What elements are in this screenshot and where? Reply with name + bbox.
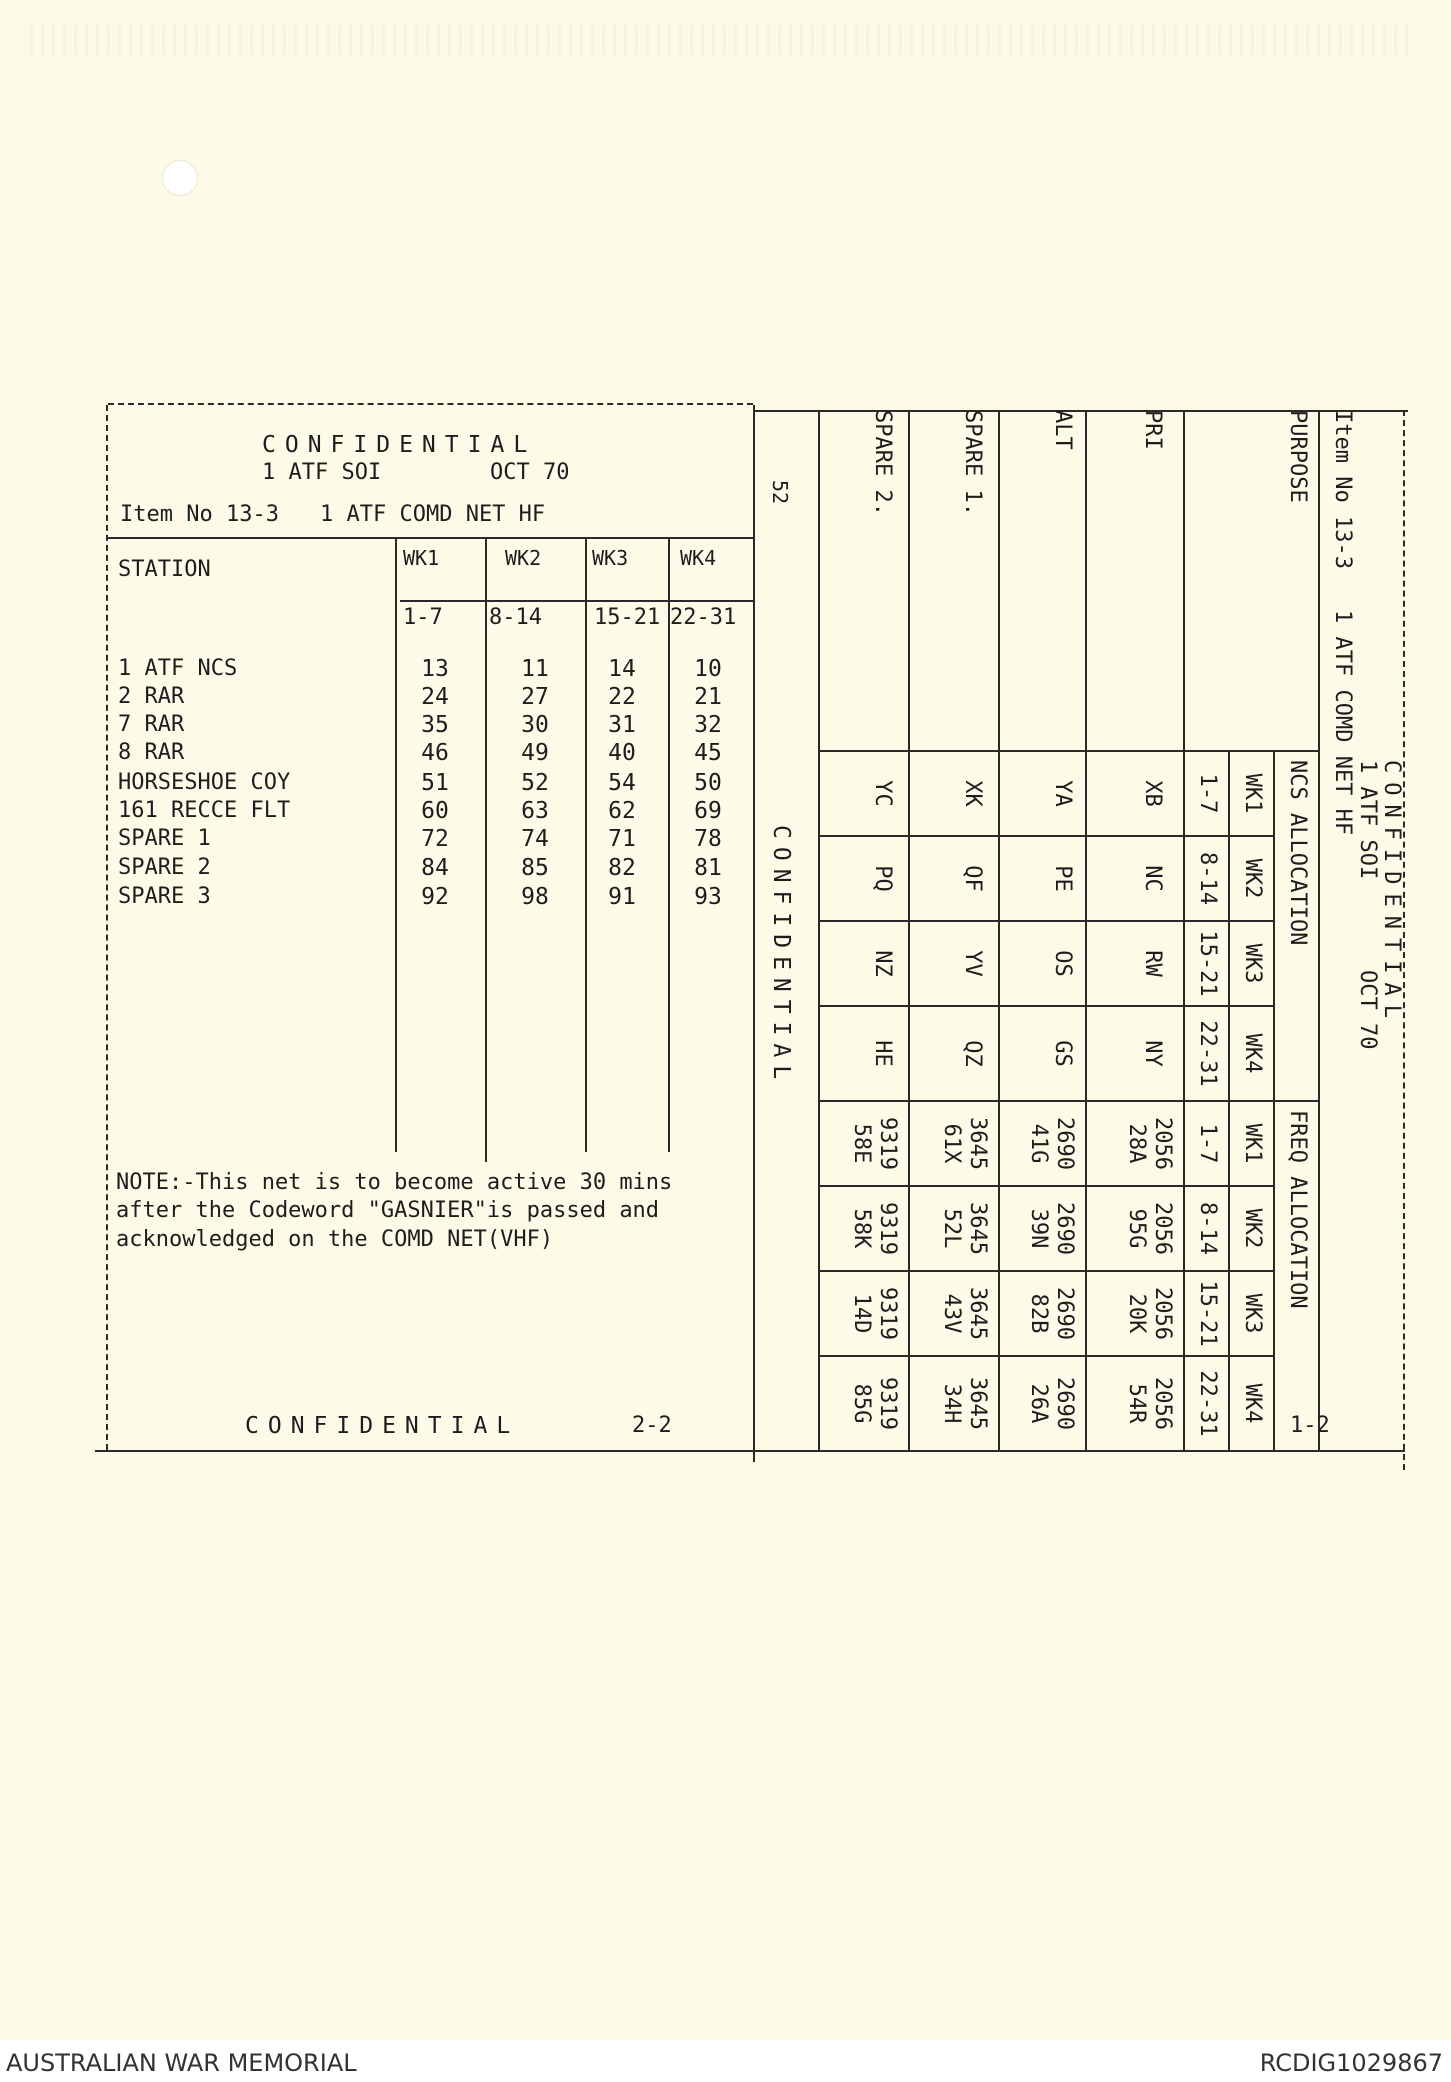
page-mark: 52 xyxy=(768,479,793,505)
freq-value: 3645 xyxy=(965,1202,990,1255)
wk3-header: WK3 xyxy=(592,546,629,570)
station-value: 81 xyxy=(694,855,722,881)
station-header: STATION xyxy=(118,557,211,582)
note-line-3: acknowledged on the COMD NET(VHF) xyxy=(116,1227,554,1252)
purpose-label: ALT xyxy=(1050,410,1075,450)
ncs-code: YC xyxy=(870,780,895,807)
ncs-days-2: 8-14 xyxy=(1195,852,1220,905)
freq-code: 95G xyxy=(1124,1208,1149,1249)
freq-days-1: 1-7 xyxy=(1195,1123,1220,1164)
station-value: 46 xyxy=(421,740,449,766)
station-value: 92 xyxy=(421,884,449,910)
table-top-rule xyxy=(106,537,753,539)
freq-code: 58K xyxy=(849,1208,874,1249)
purpose-label: SPARE 1. xyxy=(960,410,985,516)
freq-value: 3645 xyxy=(965,1287,990,1340)
right-page-number: 1-2 xyxy=(1290,1413,1330,1438)
freq-value: 2690 xyxy=(1052,1287,1077,1340)
confidential-header-rotated: CONFIDENTIAL xyxy=(1379,760,1404,1027)
freq-value: 2690 xyxy=(1052,1377,1077,1430)
station-value: 31 xyxy=(608,712,636,738)
ncs-allocation-header: NCS ALLOCATION xyxy=(1285,760,1310,946)
freq-wk3: WK3 xyxy=(1240,1293,1265,1334)
wk2-days: 8-14 xyxy=(489,605,542,630)
freq-value: 2056 xyxy=(1150,1377,1175,1430)
station-name: 8 RAR xyxy=(118,740,185,765)
station-value: 32 xyxy=(694,712,722,738)
station-name: 2 RAR xyxy=(118,684,185,709)
station-value: 30 xyxy=(521,712,549,738)
soi-label: 1 ATF SOI xyxy=(262,460,382,485)
freq-days-3: 15-21 xyxy=(1195,1280,1220,1347)
station-value: 82 xyxy=(608,855,636,881)
station-name: SPARE 1 xyxy=(118,826,211,851)
station-name: 7 RAR xyxy=(118,712,185,737)
month-label: OCT 70 xyxy=(490,460,570,485)
station-value: 49 xyxy=(521,740,549,766)
station-value: 52 xyxy=(521,770,549,796)
ncs-code: QZ xyxy=(960,1040,985,1067)
station-value: 72 xyxy=(421,826,449,852)
archive-id: RCDIG1029867 xyxy=(1259,2049,1443,2077)
station-name: SPARE 2 xyxy=(118,855,211,880)
wk3-days: 15-21 xyxy=(594,605,661,630)
freq-code: 26A xyxy=(1026,1383,1051,1424)
freq-code: 14D xyxy=(849,1293,874,1334)
freq-days-2: 8-14 xyxy=(1195,1202,1220,1255)
freq-code: 20K xyxy=(1124,1293,1149,1334)
station-value: 85 xyxy=(521,855,549,881)
frame-left xyxy=(106,405,108,1450)
station-value: 84 xyxy=(421,855,449,881)
note-line-1: NOTE:-This net is to become active 30 mins xyxy=(116,1170,673,1195)
station-value: 50 xyxy=(694,770,722,796)
station-value: 78 xyxy=(694,826,722,852)
freq-wk1: WK1 xyxy=(1240,1123,1265,1164)
freq-code: 34H xyxy=(939,1383,964,1424)
ncs-code: PE xyxy=(1050,865,1075,892)
freq-value: 2690 xyxy=(1052,1117,1077,1170)
ncs-code: GS xyxy=(1050,1040,1075,1067)
wk1-header: WK1 xyxy=(403,546,440,570)
confidential-header: CONFIDENTIAL xyxy=(262,432,537,458)
freq-wk2: WK2 xyxy=(1240,1208,1265,1249)
station-value: 45 xyxy=(694,740,722,766)
soi-label-rotated: 1 ATF SOI xyxy=(1355,760,1380,880)
station-value: 27 xyxy=(521,684,549,710)
freq-value: 3645 xyxy=(965,1117,990,1170)
ncs-wk3: WK3 xyxy=(1240,943,1265,984)
freq-code: 52L xyxy=(939,1208,964,1249)
ncs-code: PQ xyxy=(870,865,895,892)
wk2-header: WK2 xyxy=(505,546,542,570)
week-header-rule xyxy=(400,600,753,602)
freq-wk4: WK4 xyxy=(1240,1383,1265,1424)
freq-value: 2690 xyxy=(1052,1202,1077,1255)
station-value: 74 xyxy=(521,826,549,852)
col-divider-2 xyxy=(485,537,487,1162)
note-line-2: after the Codeword "GASNIER"is passed and xyxy=(116,1198,660,1223)
station-value: 71 xyxy=(608,826,636,852)
freq-value: 9319 xyxy=(875,1377,900,1430)
ncs-code: NY xyxy=(1140,1040,1165,1067)
ncs-days-4: 22-31 xyxy=(1195,1020,1220,1087)
wk4-header: WK4 xyxy=(680,546,717,570)
alloc-rule-header xyxy=(1318,410,1320,1450)
alloc-rule-spare1 xyxy=(998,410,1000,1450)
station-value: 62 xyxy=(608,798,636,824)
ncs-code: QF xyxy=(960,865,985,892)
freq-value: 9319 xyxy=(875,1287,900,1340)
ncs-code: XK xyxy=(960,780,985,807)
purpose-label: SPARE 2. xyxy=(870,410,895,516)
ncs-wk2: WK2 xyxy=(1240,858,1265,899)
freq-days-4: 22-31 xyxy=(1195,1370,1220,1437)
station-value: 11 xyxy=(521,656,549,682)
ncs-wk4: WK4 xyxy=(1240,1033,1265,1074)
station-value: 93 xyxy=(694,884,722,910)
ncs-code: XB xyxy=(1140,780,1165,807)
freq-code: 82B xyxy=(1026,1293,1051,1334)
freq-code: 43V xyxy=(939,1293,964,1334)
ncs-code: YV xyxy=(960,950,985,977)
freq-value: 9319 xyxy=(875,1117,900,1170)
station-value: 98 xyxy=(521,884,549,910)
alloc-rule-spare2 xyxy=(908,410,910,1450)
archive-footer xyxy=(0,2040,1451,2082)
station-name: 161 RECCE FLT xyxy=(118,798,291,823)
confidential-footer-left: CONFIDENTIAL xyxy=(245,1413,520,1439)
ncs-wk1: WK1 xyxy=(1240,773,1265,814)
station-value: 14 xyxy=(608,656,636,682)
ncs-code: NC xyxy=(1140,865,1165,892)
station-value: 91 xyxy=(608,884,636,910)
freq-value: 9319 xyxy=(875,1202,900,1255)
ncs-days-1: 1-7 xyxy=(1195,773,1220,814)
alloc-rule-bottom xyxy=(818,410,820,1450)
freq-value: 2056 xyxy=(1150,1287,1175,1340)
freq-value: 3645 xyxy=(965,1377,990,1430)
frame-bottom xyxy=(95,1450,1405,1452)
scan-noise xyxy=(30,25,1410,55)
month-label-rotated: OCT 70 xyxy=(1355,970,1380,1050)
ncs-code: RW xyxy=(1140,950,1165,977)
ncs-days-3: 15-21 xyxy=(1195,930,1220,997)
archive-name: AUSTRALIAN WAR MEMORIAL xyxy=(6,2049,357,2077)
ncs-code: HE xyxy=(870,1040,895,1067)
station-name: 1 ATF NCS xyxy=(118,656,238,681)
alloc-rule-alt xyxy=(1085,410,1087,1450)
confidential-vertical: CONFIDENTIAL xyxy=(768,825,794,1088)
freq-code: 61X xyxy=(939,1123,964,1164)
station-value: 60 xyxy=(421,798,449,824)
station-value: 69 xyxy=(694,798,722,824)
station-value: 22 xyxy=(608,684,636,710)
freq-value: 2056 xyxy=(1150,1202,1175,1255)
freq-code: 28A xyxy=(1124,1123,1149,1164)
alloc-rule-pri xyxy=(1183,410,1185,1450)
station-value: 63 xyxy=(521,798,549,824)
net-name: 1 ATF COMD NET HF xyxy=(320,502,546,527)
station-name: SPARE 3 xyxy=(118,884,211,909)
freq-code: 54R xyxy=(1124,1383,1149,1424)
allocation-page-rotated xyxy=(755,410,1410,1450)
left-page-number: 2-2 xyxy=(632,1413,672,1438)
freq-code: 39N xyxy=(1026,1208,1051,1249)
ncs-code: OS xyxy=(1050,950,1075,977)
station-value: 10 xyxy=(694,656,722,682)
ncs-code: YA xyxy=(1050,780,1075,807)
wk1-days: 1-7 xyxy=(403,605,443,630)
station-value: 21 xyxy=(694,684,722,710)
wk4-days: 22-31 xyxy=(670,605,737,630)
freq-code: 58E xyxy=(849,1123,874,1164)
station-value: 13 xyxy=(421,656,449,682)
freq-value: 2056 xyxy=(1150,1117,1175,1170)
station-value: 40 xyxy=(608,740,636,766)
item-number-rotated: Item No 13-3 xyxy=(1330,410,1355,569)
freq-code: 41G xyxy=(1026,1123,1051,1164)
purpose-header: PURPOSE xyxy=(1285,410,1310,503)
ncs-code: NZ xyxy=(870,950,895,977)
purpose-label: PRI xyxy=(1140,410,1165,450)
punch-hole xyxy=(162,160,198,196)
station-value: 54 xyxy=(608,770,636,796)
station-value: 35 xyxy=(421,712,449,738)
station-name: HORSESHOE COY xyxy=(118,770,291,795)
station-value: 51 xyxy=(421,770,449,796)
item-number: Item No 13-3 xyxy=(120,502,279,527)
freq-allocation-header: FREQ ALLOCATION xyxy=(1285,1110,1310,1309)
net-name-rotated: 1 ATF COMD NET HF xyxy=(1330,610,1355,836)
station-value: 24 xyxy=(421,684,449,710)
frame-top-left xyxy=(108,403,753,405)
freq-code: 85G xyxy=(849,1383,874,1424)
